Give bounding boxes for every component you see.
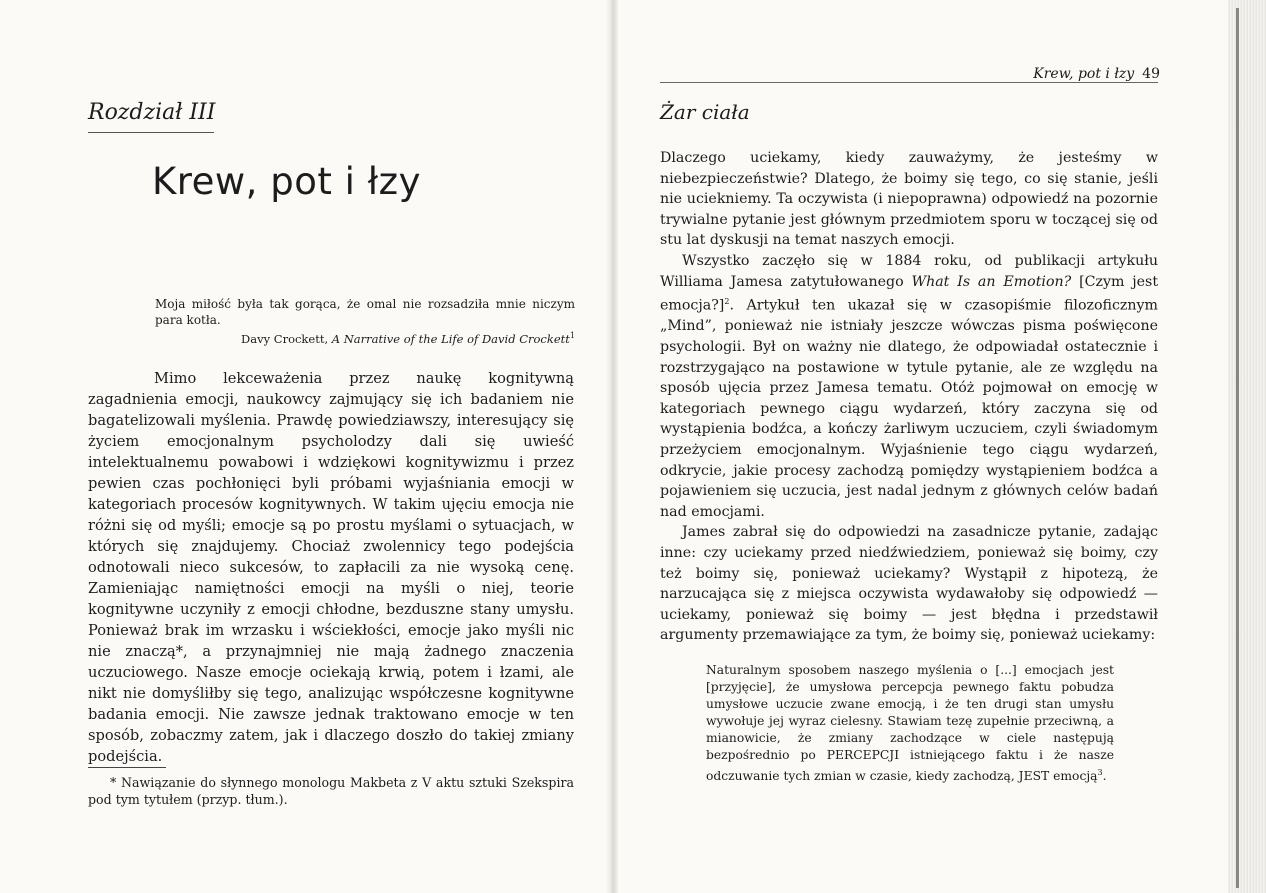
quote-end: . bbox=[1102, 769, 1107, 784]
note-ref-3: 3 bbox=[1097, 768, 1103, 777]
article-title: What Is an Emotion? bbox=[911, 273, 1072, 290]
right-body-text bbox=[660, 148, 1158, 646]
right-paragraph-3: James zabrał się do odpowiedzi na zasadnicze pytanie, zadając inne: czy uciekamy przed niedźwiedziem, ponieważ się boimy, czy też boimy się, ponieważ uciekamy? Wystąpił z hipotezą, że narzucająca się z miejsca oczywista wydawałoby się odpowiedź — uciekamy, ponieważ się boimy — jest błędna i przedstawił argumenty przemawiające za tym, że boimy się, ponieważ uciekamy: bbox=[660, 524, 1158, 644]
left-body-text bbox=[88, 368, 574, 767]
epigraph bbox=[155, 296, 575, 347]
page-number: 49 bbox=[1142, 66, 1160, 82]
running-head-title: Krew, pot i łzy bbox=[1033, 66, 1135, 82]
epigraph-note-ref: 1 bbox=[569, 331, 575, 340]
note-ref-2: 2 bbox=[724, 297, 730, 307]
footnote-rule bbox=[88, 767, 166, 768]
paragraph-2-part-a: Wszystko zaczęło się w 1884 roku, od publikacji artykułu Williama Jamesa zatytułowanego bbox=[660, 252, 1158, 290]
left-page bbox=[0, 0, 610, 893]
left-paragraph: Mimo lekceważenia przez naukę kognitywną zagadnienia emocji, naukowcy zajmujący się ich badaniem nie bagatelizowali myślenia. Prawdę powiedziawszy, interesujący się życiem emocjonalnym psycholodzy dali się uwieść intelektualnemu powabowi i wdziękowi kognitywizmu i przez pewien czas pochłonięci byli próbami wyjaśniania emocji w kategoriach procesów kognitywnych. W takim ujęciu emocja nie różni się od myśli; emocje są po prostu myślami o sytuacjach, w których się znajdujemy. Chociaż zwolennicy tego podejścia odnotowali nieco sukcesów, to zapłacili za nie wysoką cenę. Zamieniając namiętności emocji na myśli o niej, teorie kognitywne uczyniły z emocji chłodne, bezduszne stany umysłu. Ponieważ brak im wrzasku i wściekłości, emocje jako myśli nic nie znaczą*, a przynajmniej nie mają żadnego znaczenia uczuciowego. Nasze emocje ociekają krwią, potem i łzami, ale nikt nie domyśliłby się tego, analizując współczesne kognitywne badania emocji. Nie zawsze jednak traktowano emocje w ten sposób, zobaczmy zatem, jak i dlaczego doszło do takiej zmiany podejścia. bbox=[88, 370, 574, 765]
epigraph-author: Davy Crockett, bbox=[241, 331, 329, 346]
right-paragraph-1: Dlaczego uciekamy, kiedy zauważymy, że jesteśmy w niebezpieczeństwie? Dlatego, że boimy się tego, co się stanie, jeśli nie uciekniemy. Ta oczywista (i niepoprawna) odpowiedź na pozornie trywialne pytanie jest głównym przedmiotem sporu w toczącej się od stu lat dyskusji na temat naszych emocji. bbox=[660, 150, 1158, 249]
chapter-title: Krew, pot i łzy bbox=[152, 160, 421, 203]
block-quote bbox=[706, 662, 1114, 785]
chapter-label: Rozdział III bbox=[88, 100, 216, 125]
running-head bbox=[1000, 66, 1160, 82]
page-edge bbox=[1228, 0, 1266, 893]
right-paragraph-2 bbox=[660, 251, 1158, 522]
running-head-rule bbox=[660, 82, 1158, 83]
footnote: * Nawiązanie do słynnego monologu Makbeta z V aktu sztuki Szekspira pod tym tytułem (przyp. tłum.). bbox=[88, 775, 574, 807]
epigraph-source bbox=[155, 328, 575, 347]
chapter-label-rule bbox=[88, 132, 214, 133]
paragraph-2-part-c: . Artykuł ten ukazał się w czasopiśmie filozoficznym „Mind”, ponieważ nie istniały jeszcze wówczas pisma poświęcone psychologii. Był on ważny nie dlatego, że odpowiadał ostatecznie i rozstrzygająco na postawione w tytule pytanie, ale ze względu na sposób ujęcia przez Jamesa tematu. Otóż pojmował on emocję w kategoriach pewnego ciągu wydarzeń, który zaczyna się od wystąpienia bodźca, a kończy żarliwym uczuciem, czyli świadomym przeżyciem emocjonalnym. Wyjaśnienie tego ciągu wydarzeń, odkrycie, jakie procesy zachodzą pomiędzy wystąpieniem bodźca a pojawieniem się uczucia, jest nadal jednym z głównych celów badań nad emocjami. bbox=[660, 297, 1158, 520]
epigraph-book: A Narrative of the Life of David Crockett bbox=[331, 331, 570, 346]
paragraph-2-part-b: [Czym jest emocja?] bbox=[660, 273, 1159, 314]
quote-text: Naturalnym sposobem naszego myślenia o [...] emocjach jest [przyjęcie], że umysłowa percepcja pewnego faktu pobudza umysłowe uczucie zwane emocją, i że ten drugi stan umysłu wywołuje jej wyraz cielesny. Stawiam tezę zupełnie przeciwną, a mianowicie, że zmiany zachodzące w ciele następują bezpośrednio po PERCEPCJI istniejącego faktu i że nasze odczuwanie tych zmian w czasie, kiedy zachodzą, JEST emocją bbox=[706, 663, 1114, 784]
epigraph-text: Moja miłość była tak gorąca, że omal nie rozsadziła mnie niczym para kotła. bbox=[155, 297, 575, 327]
section-title: Żar ciała bbox=[660, 100, 750, 124]
page-edge-shadow bbox=[1236, 8, 1239, 888]
